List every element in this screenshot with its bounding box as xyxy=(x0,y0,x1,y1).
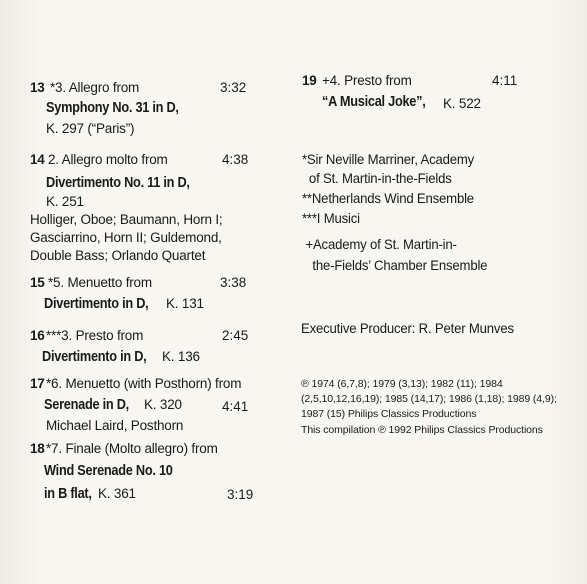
track-duration: 4:11 xyxy=(492,73,518,88)
track-performers: Double Bass; Orlando Quartet xyxy=(30,248,206,263)
track-duration: 2:45 xyxy=(222,328,249,343)
track-work: Serenade in D, xyxy=(44,397,129,413)
track-work: “A Musical Joke”, xyxy=(322,94,426,110)
track-movement: *6. Menuetto (with Posthorn) from xyxy=(46,376,242,391)
track-duration: 3:32 xyxy=(220,80,247,95)
track-number: 16 xyxy=(30,328,45,343)
credit-line: This compilation ℗ 1992 Philips Classics Productions xyxy=(301,424,543,436)
credit-line: (2,5,10,12,16,19); 1985 (14,17); 1986 (1,18); 1989 (4,9); xyxy=(301,393,557,405)
track-catalog: K. 361 xyxy=(98,486,136,501)
track-number: 19 xyxy=(302,73,317,88)
track-number: 15 xyxy=(30,275,45,290)
track-duration: 4:41 xyxy=(222,399,249,414)
credit-line: ℗ 1974 (6,7,8); 1979 (3,13); 1982 (11); 1984 xyxy=(301,378,503,390)
track-work: Divertimento in D, xyxy=(44,296,149,312)
track-catalog: K. 251 xyxy=(46,194,84,209)
track-work: in B flat, xyxy=(44,486,92,502)
track-movement: 2. Allegro molto from xyxy=(48,152,168,167)
track-movement: +4. Presto from xyxy=(322,73,412,88)
track-number: 18 xyxy=(30,441,45,456)
track-performers: Gasciarrino, Horn II; Guldemond, xyxy=(30,230,222,245)
track-movement: *7. Finale (Molto allegro) from xyxy=(46,441,218,456)
track-work: Divertimento No. 11 in D, xyxy=(46,175,190,191)
track-duration: 3:38 xyxy=(220,275,247,290)
track-work: Wind Serenade No. 10 xyxy=(44,463,173,479)
track-catalog: K. 522 xyxy=(443,96,481,111)
legend-line: **Netherlands Wind Ensemble xyxy=(302,190,474,206)
track-performer: Michael Laird, Posthorn xyxy=(46,418,184,433)
track-number: 14 xyxy=(30,152,45,167)
track-catalog: K. 136 xyxy=(162,349,200,364)
track-catalog: K. 320 xyxy=(144,397,182,412)
credit-line: 1987 (15) Philips Classics Productions xyxy=(301,408,477,420)
track-movement: ***3. Presto from xyxy=(46,328,144,343)
track-catalog: K. 131 xyxy=(166,296,204,311)
legend-line: +Academy of St. Martin-in- xyxy=(302,236,457,252)
track-performers: Holliger, Oboe; Baumann, Horn I; xyxy=(30,212,223,227)
track-movement: *5. Menuetto from xyxy=(48,275,152,290)
track-work: Divertimento in D, xyxy=(42,349,147,365)
track-duration: 3:19 xyxy=(227,487,254,502)
legend-line: of St. Martin-in-the-Fields xyxy=(302,170,452,186)
track-catalog: K. 297 (“Paris”) xyxy=(46,121,135,136)
track-work: Symphony No. 31 in D, xyxy=(46,100,179,116)
track-duration: 4:38 xyxy=(222,152,249,167)
track-number: 13 xyxy=(30,80,45,95)
legend-line: *Sir Neville Marriner, Academy xyxy=(302,151,475,167)
executive-producer: Executive Producer: R. Peter Munves xyxy=(301,320,514,336)
legend-line: ***I Musici xyxy=(302,210,360,226)
track-movement: *3. Allegro from xyxy=(50,80,140,95)
track-number: 17 xyxy=(30,376,45,391)
legend-line: the-Fields’ Chamber Ensemble xyxy=(302,257,488,273)
